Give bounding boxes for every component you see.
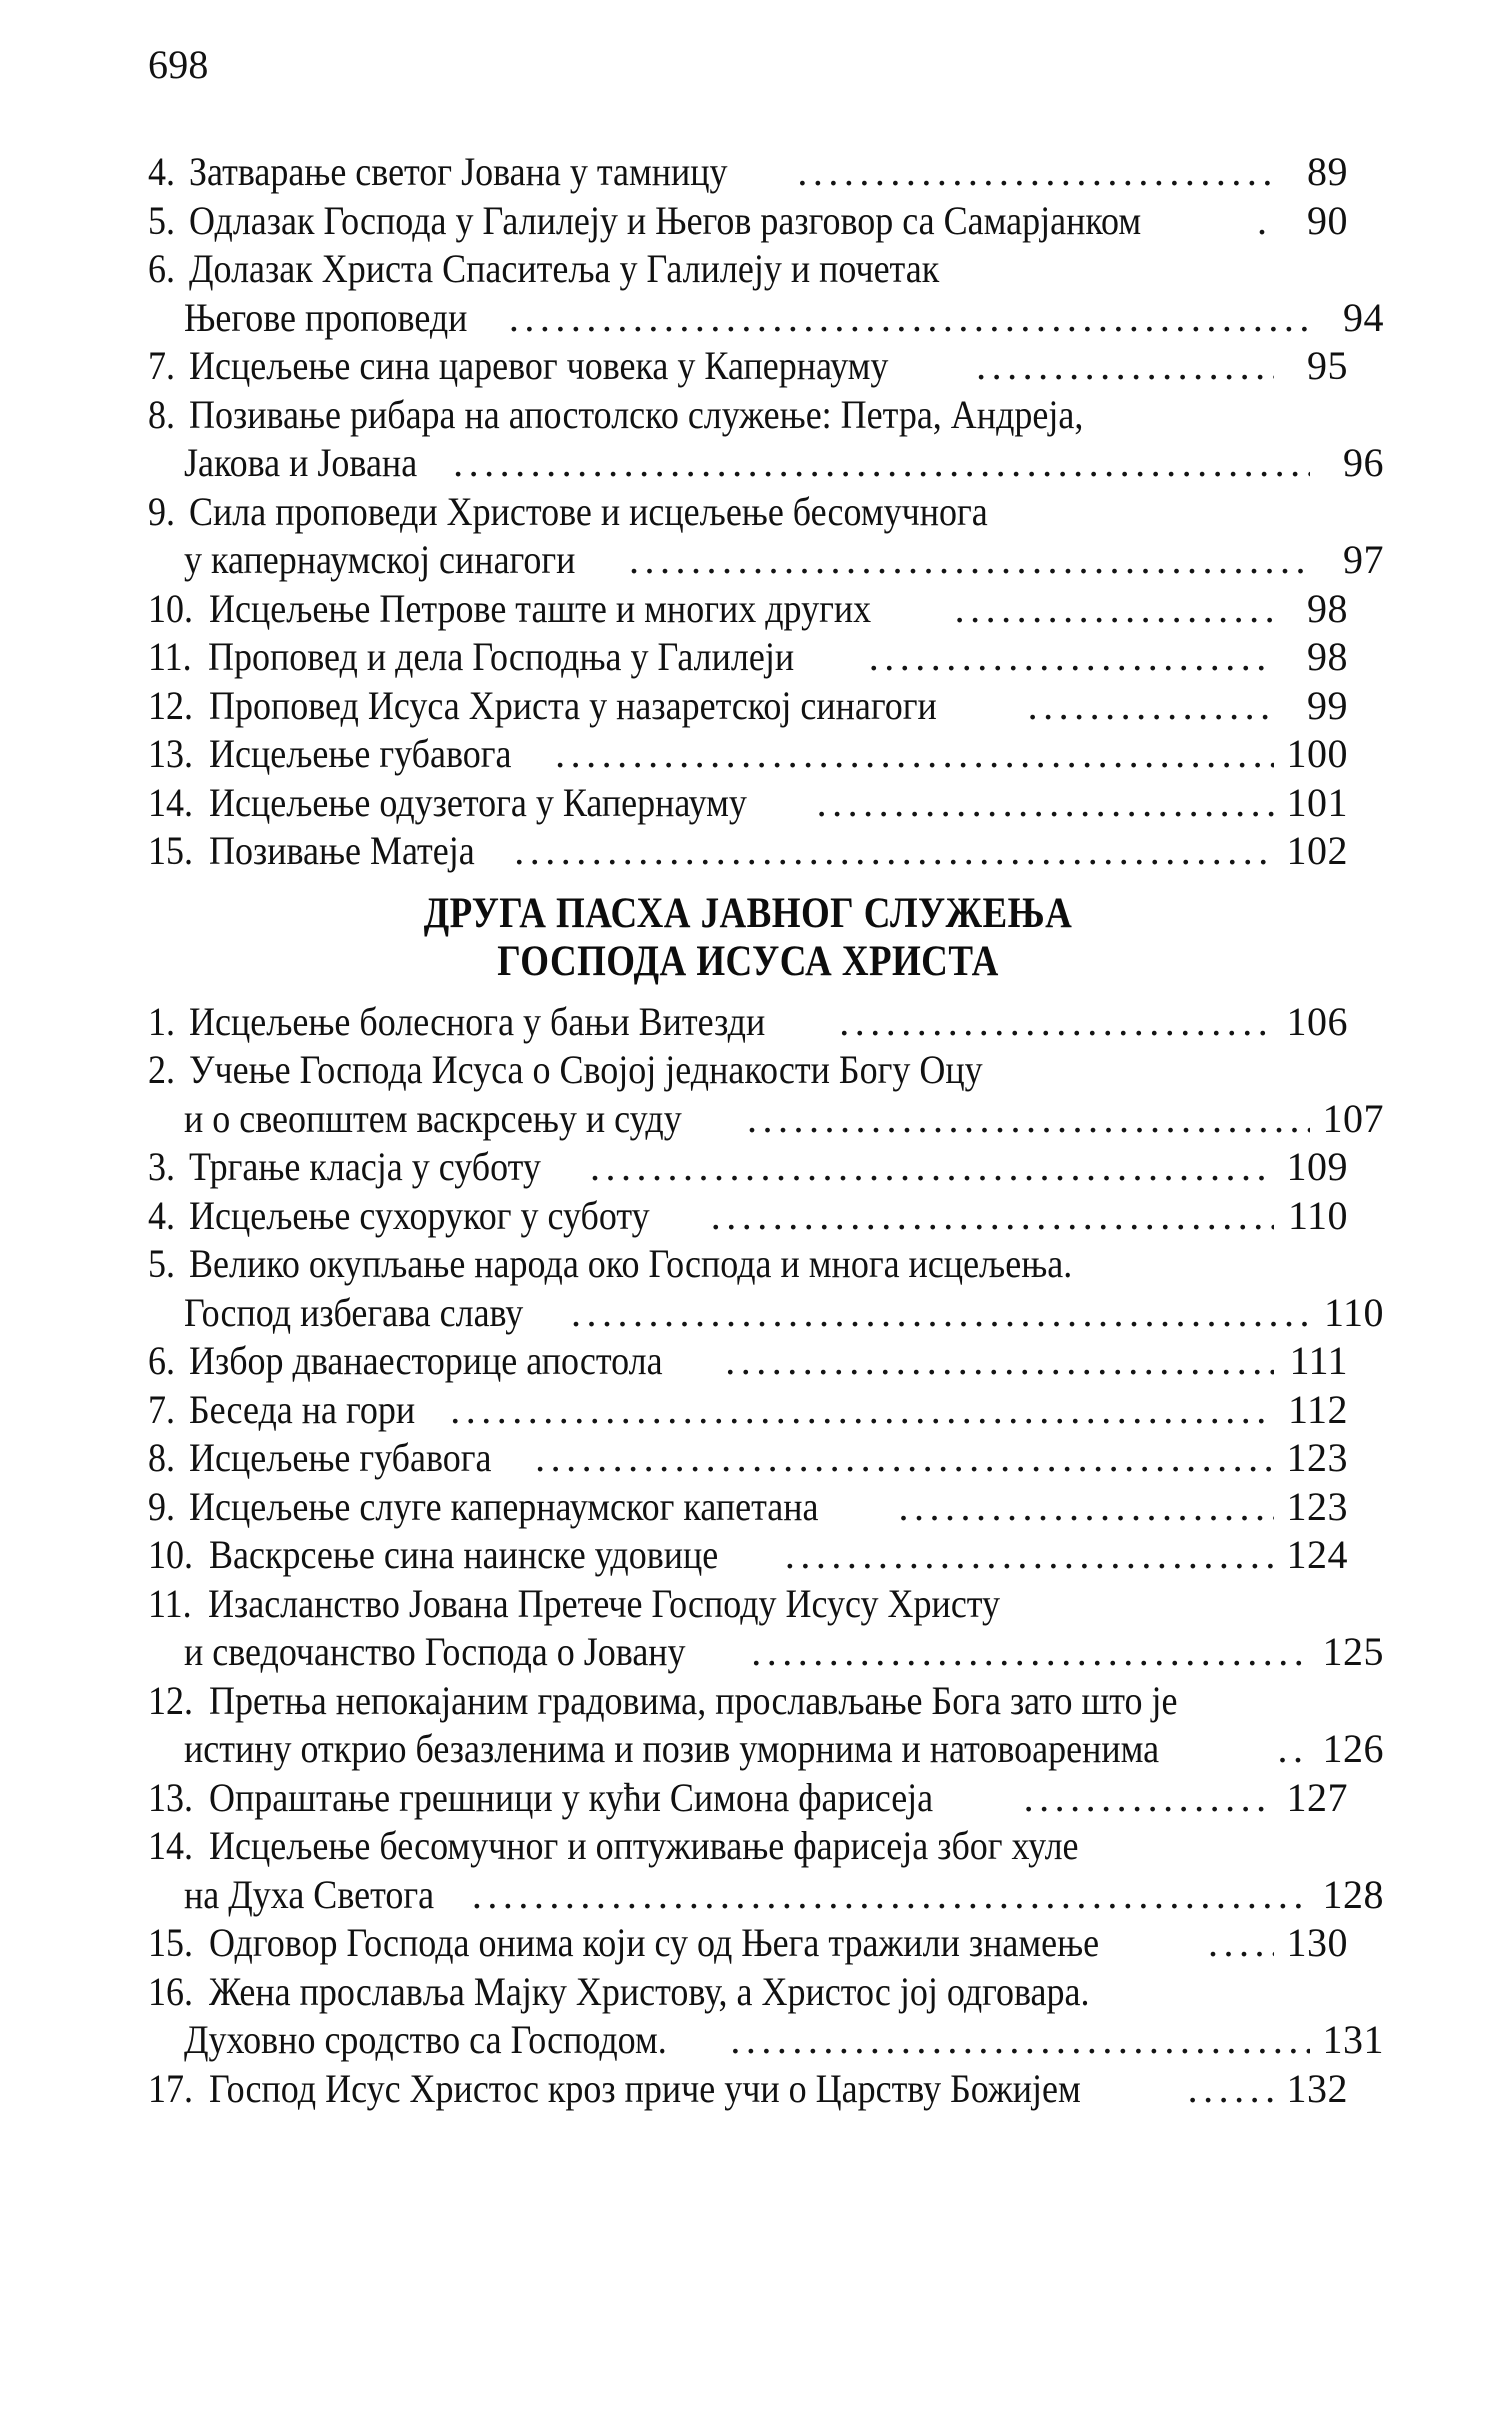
toc-entry[interactable]: [148, 245, 1384, 342]
dot-leader: [555, 734, 1274, 774]
toc-entry-page-number: 110: [1287, 1192, 1348, 1238]
toc-entry[interactable]: [148, 1386, 1348, 1435]
dot-leader: [1257, 201, 1274, 241]
toc-entry-page-number: 127: [1286, 1774, 1348, 1820]
toc-entry-title: Исцељење сина царевог човека у Капернауму: [189, 343, 889, 388]
toc-entry-line: [148, 1822, 1348, 1871]
toc-entry-number: 15.: [148, 1920, 193, 1966]
toc-entry-line: [148, 1483, 1348, 1532]
toc-entry[interactable]: [148, 1531, 1348, 1580]
toc-entry-title: Исцељење губавога: [209, 731, 512, 776]
toc-entry[interactable]: [148, 779, 1348, 828]
toc-entry-wrapped-line: [148, 1725, 1384, 1774]
toc-entry[interactable]: [148, 633, 1348, 682]
toc-entry-line: [148, 1919, 1348, 1968]
toc-entry-title: Одлазак Господа у Галилеју и Његов разговор са Самарјанком: [189, 197, 1142, 243]
toc-entry-line: [148, 245, 1348, 294]
toc-entry[interactable]: [148, 827, 1348, 876]
toc-entry-line: [148, 1143, 1348, 1192]
toc-entry-line: [148, 488, 1348, 537]
toc-entry-page-number: 98: [1307, 634, 1348, 679]
toc-entry-wrapped-line: [148, 1871, 1384, 1920]
toc-entry-title: Господ избегава славу: [184, 1289, 524, 1335]
dot-leader: [751, 1632, 1310, 1672]
dot-leader: [785, 1535, 1274, 1575]
toc-entry-line: [148, 1434, 1348, 1483]
toc-entry-line: [148, 1774, 1348, 1823]
toc-entry-page-number: 96: [1343, 440, 1384, 485]
section-heading-line-1: ДРУГА ПАСХА ЈАВНОГ СЛУЖЕЊА: [423, 889, 1073, 937]
toc-entry-page-number: 101: [1286, 779, 1348, 825]
toc-entry[interactable]: [148, 998, 1348, 1047]
toc-entry[interactable]: [148, 1143, 1348, 1192]
toc-entry-line: [148, 391, 1348, 440]
page-folio-number: 698: [148, 42, 209, 87]
dot-leader: [711, 1196, 1274, 1236]
toc-entry[interactable]: [148, 1774, 1348, 1823]
toc-entry-number: 15.: [148, 828, 193, 873]
toc-entry-title: Беседа на гори: [189, 1386, 416, 1432]
toc-entry-number: 5.: [148, 1241, 175, 1287]
toc-entry-title: Учење Господа Исуса о Својој једнакости Богу Оцу: [189, 1047, 983, 1093]
toc-entry[interactable]: [148, 682, 1348, 731]
toc-entry-page-number: 126: [1322, 1726, 1384, 1772]
toc-entry-line: [148, 827, 1348, 876]
toc-entry-number: 1.: [148, 998, 175, 1044]
toc-entry-title: Жена прославља Мајку Христову, а Христос јој одговара.: [209, 1968, 1090, 2014]
toc-entry-title: Јакова и Јована: [184, 440, 418, 485]
toc-entry-title: Исцељење губавога: [189, 1435, 492, 1481]
toc-entry-page-number: 132: [1286, 2065, 1348, 2111]
toc-entry[interactable]: [148, 342, 1348, 391]
toc-entry-number: 9.: [148, 488, 175, 534]
toc-entry-line: [148, 1580, 1348, 1629]
toc-entry-number: 4.: [148, 1192, 175, 1238]
toc-entry-page-number: 100: [1286, 731, 1348, 776]
dot-leader: [725, 1341, 1274, 1381]
toc-entry-page-number: 97: [1343, 537, 1384, 582]
dot-leader: [747, 1099, 1310, 1139]
dot-leader: [514, 831, 1274, 871]
toc-entry-number: 11.: [148, 1580, 192, 1626]
toc-entry-title: на Духа Светога: [184, 1871, 435, 1917]
toc-entry-wrapped-line: [148, 536, 1384, 585]
toc-entry-title: Затварање светог Јована у тамницу: [189, 149, 728, 194]
dot-leader: [571, 1293, 1310, 1333]
toc-entry-line: [148, 730, 1348, 779]
toc-entry-page-number: 124: [1286, 1532, 1348, 1578]
toc-entry-number: 5.: [148, 197, 175, 243]
toc-entry-page-number: 110: [1323, 1289, 1384, 1335]
toc-entry-page-number: 98: [1307, 585, 1348, 631]
dot-leader: [898, 1487, 1274, 1527]
toc-entry-title: Долазак Христа Спаситеља у Галилеју и почетак: [189, 246, 940, 291]
toc-entry-title: Исцељење бесомучног и оптуживање фарисеја због хуле: [209, 1823, 1079, 1869]
toc-entry-number: 10.: [148, 1532, 193, 1578]
toc-entry[interactable]: [148, 488, 1384, 585]
toc-section: [148, 889, 1384, 2114]
toc-entry[interactable]: [148, 1919, 1348, 1968]
toc-entry[interactable]: [148, 730, 1348, 779]
toc-entry-title: Духовно сродство са Господом.: [184, 2017, 667, 2063]
toc-entry-wrapped-line: [148, 439, 1384, 488]
toc-entry-title: Изасланство Јована Претече Господу Исусу Христу: [207, 1580, 1000, 1626]
toc-entry-page-number: 95: [1307, 343, 1348, 388]
toc-entry-title: Сила проповеди Христове и исцељење бесомучнога: [189, 488, 988, 534]
dot-leader: [535, 1438, 1274, 1478]
toc-entry-number: 8.: [148, 391, 175, 437]
toc-entry-number: 9.: [148, 1483, 175, 1529]
dot-leader: [730, 2020, 1310, 2060]
toc-entry-number: 4.: [148, 149, 175, 194]
toc-entry-wrapped-line: [148, 1095, 1384, 1144]
toc-entry-line: [148, 1386, 1348, 1435]
toc-entry-number: 17.: [148, 2065, 193, 2111]
toc-entry[interactable]: [148, 391, 1384, 488]
toc-entry-number: 6.: [148, 246, 175, 291]
dot-leader: [1188, 2069, 1274, 2109]
toc-entry-page-number: 123: [1286, 1435, 1348, 1481]
toc-entry-title: Тргање класја у суботу: [189, 1144, 541, 1190]
toc-entry-line: [148, 148, 1348, 197]
toc-entry-title: Велико окупљање народа око Господа и многа исцељења.: [189, 1241, 1073, 1287]
toc-entry-number: 7.: [148, 343, 175, 388]
toc-entry-page-number: 128: [1322, 1871, 1384, 1917]
toc-entry-page-number: 130: [1286, 1920, 1348, 1966]
toc-entry-page-number: 99: [1307, 682, 1348, 728]
toc-entry-title: Опраштање грешници у кући Симона фарисеја: [209, 1774, 934, 1820]
section-heading-line-2: ГОСПОДА ИСУСА ХРИСТА: [497, 937, 999, 985]
toc-entry-title: Проповед Исуса Христа у назаретској синагоги: [209, 682, 937, 728]
toc-entry-line: [148, 998, 1348, 1047]
toc-entry-number: 2.: [148, 1047, 175, 1093]
toc-entry-number: 8.: [148, 1435, 175, 1481]
dot-leader: [629, 540, 1310, 580]
dot-leader: [869, 637, 1274, 677]
toc-entry-page-number: 106: [1286, 998, 1348, 1044]
toc-entry-title: Избор дванаесторице апостола: [189, 1338, 663, 1384]
dot-leader: [453, 443, 1310, 483]
dot-leader: [1208, 1923, 1274, 1963]
toc-entry-page-number: 111: [1289, 1338, 1348, 1384]
toc-entry-title: Исцељење болеснога у бањи Витезди: [189, 998, 766, 1044]
toc-entry-title: Исцељење сухоруког у суботу: [189, 1192, 650, 1238]
toc-entry-number: 13.: [148, 731, 193, 776]
toc-entry-title: истину открио безазленима и позив уморнима и натовоаренима: [184, 1726, 1160, 1772]
toc-entry[interactable]: [148, 1580, 1384, 1677]
toc-entry[interactable]: [148, 1822, 1384, 1919]
toc-entry-line: [148, 585, 1348, 634]
toc-entry[interactable]: [148, 585, 1348, 634]
toc-entry[interactable]: [148, 1192, 1348, 1241]
toc-entry-line: [148, 197, 1348, 246]
toc-entry-number: 13.: [148, 1774, 193, 1820]
dot-leader: [1024, 1778, 1274, 1818]
toc-entry-wrapped-line: [148, 1289, 1384, 1338]
dot-leader: [955, 589, 1274, 629]
toc-entry-line: [148, 2065, 1348, 2114]
toc-entry[interactable]: [148, 1046, 1384, 1143]
toc-entry[interactable]: [148, 197, 1348, 246]
toc-entry-page-number: 125: [1322, 1629, 1384, 1675]
toc-entry-page-number: 109: [1286, 1144, 1348, 1190]
toc-entry-title: у капернаумској синагоги: [184, 537, 576, 582]
toc-entry-line: [148, 779, 1348, 828]
dot-leader: [839, 1002, 1274, 1042]
toc-entry-page-number: 90: [1307, 197, 1348, 243]
toc-entry-title: Његове проповеди: [184, 294, 468, 340]
toc-entry-number: 12.: [148, 1677, 193, 1723]
toc-entry[interactable]: [148, 148, 1348, 197]
toc-entry[interactable]: [148, 1677, 1384, 1774]
dot-leader: [1278, 1729, 1311, 1769]
toc-entry-number: 16.: [148, 1968, 193, 2014]
toc-section: [148, 148, 1384, 876]
dot-leader: [590, 1147, 1274, 1187]
toc-entry-title: Исцељење слуге капернаумског капетана: [189, 1483, 819, 1529]
toc-entry-title: Позивање Матеја: [209, 828, 475, 873]
toc-entry-title: Васкрсење сина наинске удовице: [209, 1532, 719, 1578]
toc-entry-line: [148, 342, 1348, 391]
toc-entry-title: Господ Исус Христос кроз приче учи о Царству Божијем: [209, 2065, 1081, 2111]
toc-entry-title: Одговор Господа онима који су од Њега тражили знамење: [209, 1920, 1100, 1966]
toc-entry[interactable]: [148, 1434, 1348, 1483]
toc-entry-title: Позивање рибара на апостолско служење: Петра, Андреја,: [189, 391, 1084, 437]
dot-leader: [797, 152, 1274, 192]
toc-entry-title: Претња непокајаним градовима, прослављање Бога зато што је: [209, 1677, 1178, 1723]
toc-entry-page-number: 112: [1287, 1386, 1348, 1432]
toc-entry-number: 10.: [148, 585, 193, 631]
toc-entry-title: Исцељење Петрове таште и многих других: [209, 585, 872, 631]
toc-entry[interactable]: [148, 2065, 1348, 2114]
table-of-contents: [148, 148, 1384, 2113]
toc-entry-title: Исцељење одузетога у Капернауму: [209, 779, 747, 825]
toc-entry-line: [148, 1046, 1348, 1095]
toc-entry-wrapped-line: [148, 1628, 1384, 1677]
toc-entry-number: 7.: [148, 1386, 175, 1432]
toc-entry-number: 11.: [148, 634, 192, 679]
toc-entry-number: 14.: [148, 779, 193, 825]
toc-entry-number: 12.: [148, 682, 193, 728]
toc-entry-line: [148, 1677, 1348, 1726]
toc-entry-line: [148, 1337, 1348, 1386]
toc-entry-page-number: 123: [1286, 1483, 1348, 1529]
toc-entry[interactable]: [148, 1968, 1384, 2065]
toc-entry-line: [148, 1240, 1348, 1289]
toc-entry-page-number: 94: [1343, 294, 1384, 340]
toc-entry-line: [148, 1531, 1348, 1580]
toc-entry-line: [148, 1968, 1348, 2017]
toc-entry-number: 3.: [148, 1144, 175, 1190]
toc-entry[interactable]: [148, 1483, 1348, 1532]
toc-entry-line: [148, 633, 1348, 682]
toc-entry-title: и о свеопштем васкрсењу и суду: [184, 1095, 682, 1141]
toc-entry-page-number: 107: [1322, 1095, 1384, 1141]
toc-entry-wrapped-line: [148, 2016, 1384, 2065]
toc-entry-title: и сведочанство Господа о Јовану: [184, 1629, 686, 1675]
dot-leader: [472, 1875, 1310, 1915]
toc-entry-line: [148, 682, 1348, 731]
toc-entry-wrapped-line: [148, 294, 1384, 343]
toc-entry-line: [148, 1192, 1348, 1241]
dot-leader: [976, 346, 1274, 386]
toc-entry[interactable]: [148, 1337, 1348, 1386]
toc-entry[interactable]: [148, 1240, 1384, 1337]
dot-leader: [817, 783, 1274, 823]
toc-entry-page-number: 102: [1286, 828, 1348, 873]
toc-entry-page-number: 89: [1307, 149, 1348, 194]
toc-entry-page-number: 131: [1322, 2017, 1384, 2063]
dot-leader: [509, 298, 1310, 338]
dot-leader: [1028, 686, 1274, 726]
dot-leader: [450, 1390, 1274, 1430]
toc-entry-title: Проповед и дела Господња у Галилеји: [207, 634, 794, 679]
toc-entry-number: 6.: [148, 1338, 175, 1384]
toc-entry-number: 14.: [148, 1823, 193, 1869]
section-heading: [232, 890, 1264, 986]
